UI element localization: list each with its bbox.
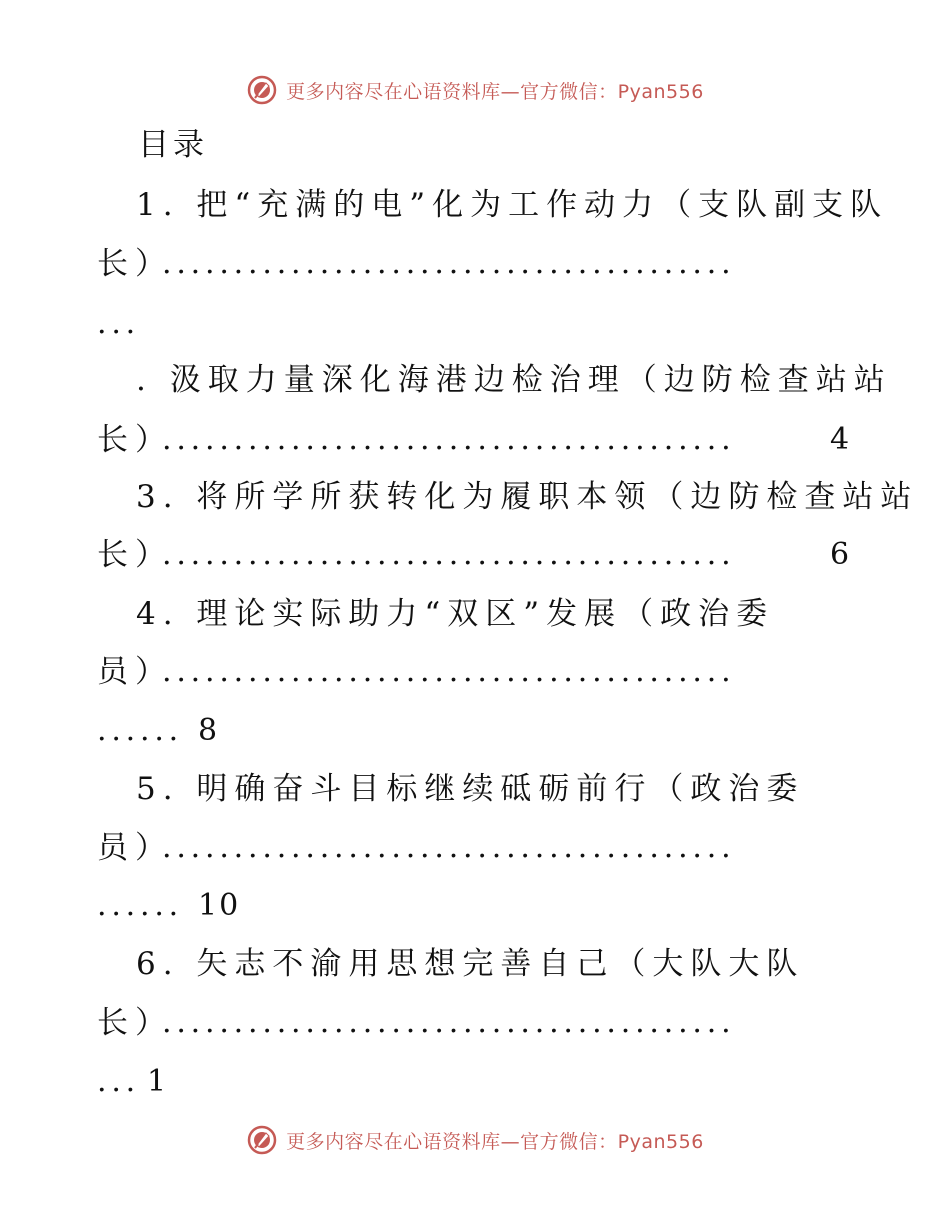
toc-entry-6-leader: ........................................ (162, 1005, 736, 1040)
header-banner (0, 70, 950, 110)
toc-entry-2-title[interactable]: . 汲取力量深化海港边检治理（边防检查站站 (136, 362, 892, 398)
toc-entry-6-title-cont[interactable]: 长） (97, 1005, 173, 1041)
toc-entry-5-title-cont[interactable]: 员） (97, 830, 173, 866)
toc-entry-2-title-cont[interactable]: 长） (97, 422, 173, 458)
toc-entry-4-page: 8 (198, 713, 220, 748)
toc-entry-2-page: 4 (830, 422, 852, 457)
toc-entry-4-title-cont[interactable]: 员） (97, 654, 173, 690)
fountain-pen-seal-icon (246, 74, 278, 106)
toc-entry-5-leader-cont: ...... (97, 888, 184, 923)
toc-entry-6-title[interactable]: 6. 矢志不渝用思想完善自己（大队大队 (136, 946, 805, 982)
toc-entry-1-leader: ........................................ (162, 246, 736, 281)
footer-banner-text: 更多内容尽在心语资料库—官方微信：Pyan556 (286, 1130, 704, 1153)
toc-entry-6-page: 1 (147, 1064, 169, 1099)
toc-entry-5-title[interactable]: 5. 明确奋斗目标继续砥砺前行（政治委 (136, 771, 805, 807)
toc-entry-3-leader: ........................................ (162, 537, 736, 572)
fountain-pen-seal-icon (246, 1124, 278, 1156)
toc-entry-6-leader-cont: ... (97, 1064, 141, 1099)
toc-entry-1-title[interactable]: 1. 把“充满的电”化为工作动力（支队副支队 (136, 187, 889, 223)
toc-entry-3-title-cont[interactable]: 长） (97, 537, 173, 573)
footer-banner (0, 1120, 950, 1160)
toc-entry-3-title[interactable]: 3. 将所学所获转化为履职本领（边防检查站站 (136, 479, 919, 515)
toc-entry-1-leader-cont: ... (97, 306, 141, 341)
toc-entry-4-leader: ........................................ (162, 654, 736, 689)
toc-entry-3-page: 6 (830, 537, 852, 572)
toc-entry-1-title-cont[interactable]: 长） (97, 246, 173, 282)
toc-entry-4-leader-cont: ...... (97, 713, 184, 748)
toc-entry-4-title[interactable]: 4. 理论实际助力“双区”发展（政治委 (136, 596, 775, 632)
toc-entry-5-page: 10 (198, 888, 241, 923)
toc-heading: 目录 (138, 127, 208, 163)
header-banner-text: 更多内容尽在心语资料库—官方微信：Pyan556 (286, 80, 704, 103)
toc-entry-5-leader: ........................................ (162, 830, 736, 865)
toc-entry-2-leader: ........................................ (162, 422, 736, 457)
